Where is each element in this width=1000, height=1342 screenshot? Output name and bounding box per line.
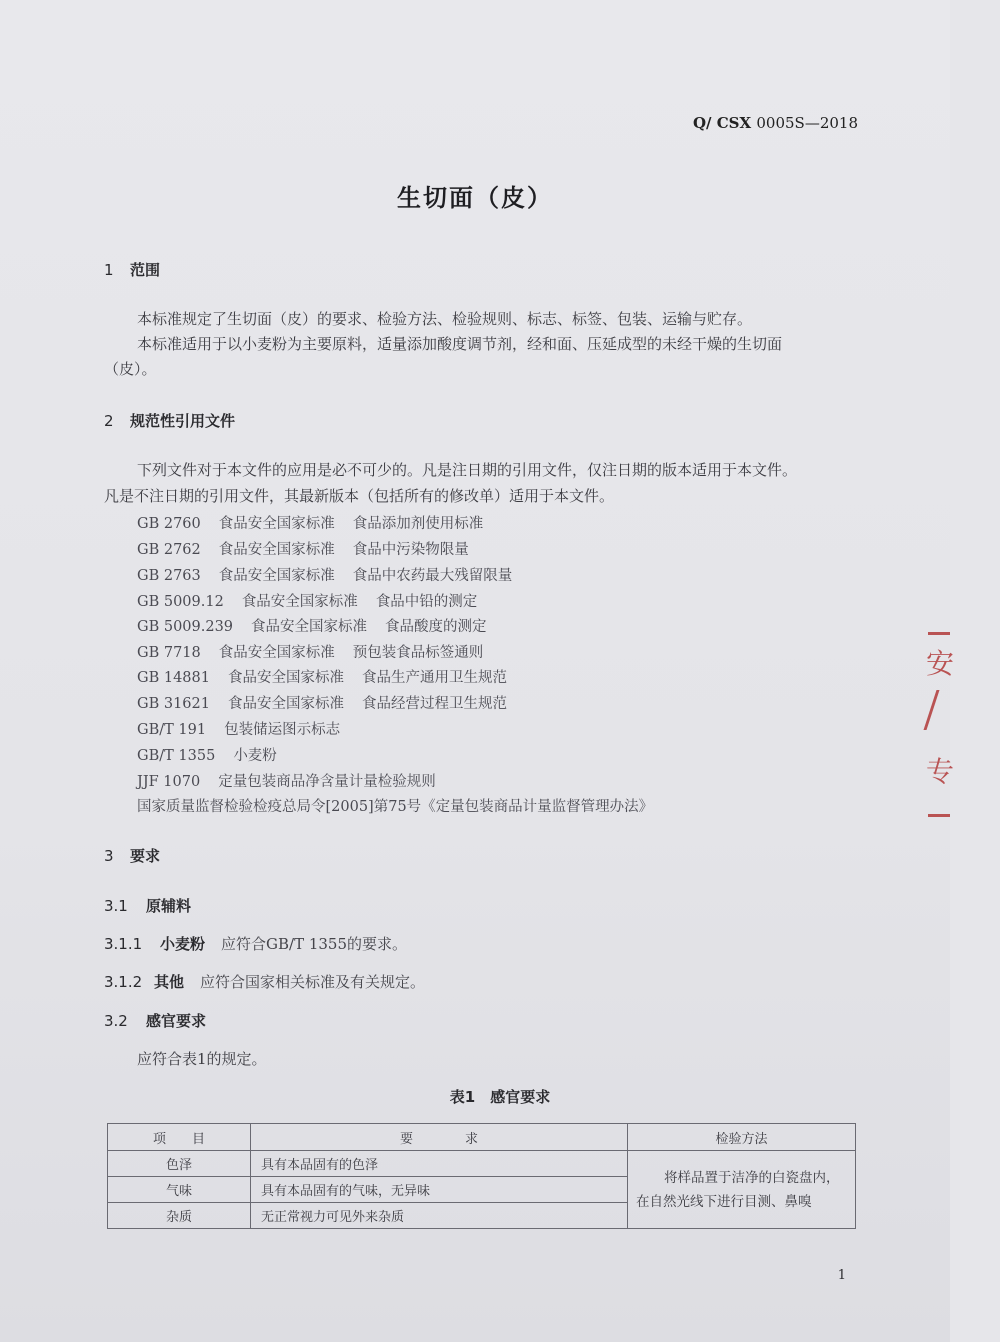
ref-code: GB 2762 [137,542,201,558]
section-text: 应符合GB/T 1355的要求。 [221,935,408,953]
table-header-row [108,1124,856,1151]
ref-std: 食品安全国家标准 [218,542,335,558]
ref-code: GB 2763 [137,568,201,584]
ref-name: 《定量包装商品计量监督管理办法》 [421,799,654,815]
section-text: 应符合国家相关标准及有关规定。 [200,973,426,991]
ref-code: JJF 1070 [137,774,201,790]
section-number: 3.1.1 [104,935,143,953]
ref-std: 食品安全国家标准 [227,670,344,686]
cell-method [628,1151,856,1229]
section-3-1-heading [104,895,191,916]
page-number: 1 [837,1268,846,1283]
ref-name: 食品酸度的测定 [385,619,487,635]
ref-name: 食品生产通用卫生规范 [361,670,507,686]
section-title: 要求 [130,847,161,865]
ref-code: GB/T 1355 [137,748,216,764]
ref-name: 食品经营过程卫生规范 [361,696,507,712]
sensory-requirements-table [107,1123,856,1229]
cell-item: 杂质 [108,1203,251,1229]
reference-item [137,666,507,687]
stamp-char: 专 [926,755,955,788]
table-caption: 表1 感官要求 [449,1088,551,1106]
doc-code-number: 0005S—2018 [756,114,858,132]
ref-std: 食品安全国家标准 [218,645,335,661]
ref-name: 食品中农药最大残留限量 [352,568,513,584]
reference-item [137,641,483,662]
section-number: 3.2 [104,1012,128,1030]
ref-name: 小麦粉 [233,748,277,764]
method-line-1: 将样品置于洁净的白瓷盘内， [664,1169,840,1186]
reference-item [137,770,436,791]
ref-std: 食品安全国家标准 [218,516,335,532]
ref-code: 国家质量监督检验检疫总局令[2005]第75号 [137,799,422,815]
stamp-bar-top [928,632,950,635]
doc-code-prefix: Q/ CSX [692,114,752,132]
reference-item [137,538,469,559]
section-2-heading [104,410,235,431]
cell-item: 色泽 [108,1151,251,1177]
section-3-1-1 [104,933,407,954]
cell-requirement: 具有本品固有的色泽 [251,1151,628,1177]
section-2-paragraph-line-2: 凡是不注日期的引用文件，其最新版本（包括所有的修改单）适用于本文件。 [104,487,615,505]
section-3-heading [104,845,160,866]
section-1-paragraph-1: 本标准规定了生切面（皮）的要求、检验方法、检验规则、标志、标签、包装、运输与贮存。 [137,310,753,328]
section-title: 感官要求 [146,1012,207,1030]
reference-item [137,744,277,765]
ref-std: 食品安全国家标准 [227,696,344,712]
ref-code: GB 2760 [137,516,201,532]
ref-code: GB 5009.12 [137,594,224,610]
ref-name: 食品中污染物限量 [352,542,469,558]
stamp-char: 安 [926,647,955,680]
ref-name: 定量包装商品净含量计量检验规则 [218,774,436,790]
section-3-1-2 [104,971,425,992]
section-number: 3.1 [104,897,128,915]
reference-item [137,795,653,816]
ref-std: 食品安全国家标准 [218,568,335,584]
ref-code: GB 14881 [137,670,210,686]
section-title: 范围 [130,261,161,279]
method-line-2: 在自然光线下进行目测、鼻嗅 [636,1193,812,1210]
stamp-bar-bottom [928,814,950,817]
reference-item [137,615,487,636]
section-title: 规范性引用文件 [130,412,236,430]
ref-code: GB/T 191 [137,722,207,738]
column-header-requirement: 要 求 [251,1124,628,1151]
section-number: 1 [104,261,114,279]
ref-code: GB 31621 [137,696,210,712]
ref-name: 包装储运图示标志 [224,722,341,738]
ref-name: 食品添加剂使用标准 [352,516,484,532]
section-title: 其他 [154,973,185,991]
section-title: 小麦粉 [160,935,206,953]
section-number: 3.1.2 [104,973,143,991]
section-title: 原辅料 [146,897,192,915]
cell-requirement: 具有本品固有的气味，无异味 [251,1177,628,1203]
document-title: 生切面（皮） [397,184,553,212]
section-number: 3 [104,847,114,865]
reference-item [137,692,507,713]
reference-item [137,718,340,739]
table-row [108,1151,856,1177]
section-3-2-text: 应符合表1的规定。 [137,1050,267,1068]
ref-name: 预包装食品标签通则 [352,645,484,661]
section-number: 2 [104,412,114,430]
column-header-item: 项 目 [108,1124,251,1151]
section-3-2-heading [104,1010,206,1031]
ref-std: 食品安全国家标准 [251,619,368,635]
section-2-paragraph-line-1: 下列文件对于本文件的应用是必不可少的。凡是注日期的引用文件，仅注日期的版本适用于本文件。 [137,461,798,479]
column-header-method: 检验方法 [628,1124,856,1151]
reference-item [137,590,477,611]
document-code [693,114,858,132]
reference-item [137,564,512,585]
reference-item [137,512,483,533]
section-1-paragraph-2-line-2: （皮）。 [104,360,157,378]
ref-code: GB 5009.239 [137,619,234,635]
section-1-paragraph-2-line-1: 本标准适用于以小麦粉为主要原料，适量添加酸度调节剂，经和面、压延成型的未经干燥的生切面 [137,335,783,353]
ref-name: 食品中铅的测定 [375,594,478,610]
ref-std: 食品安全国家标准 [241,594,358,610]
cell-item: 气味 [108,1177,251,1203]
cell-requirement: 无正常视力可见外来杂质 [251,1203,628,1229]
section-1-heading [104,259,160,280]
seal-stamp [924,620,955,820]
ref-code: GB 7718 [137,645,201,661]
stamp-stroke [924,690,956,730]
